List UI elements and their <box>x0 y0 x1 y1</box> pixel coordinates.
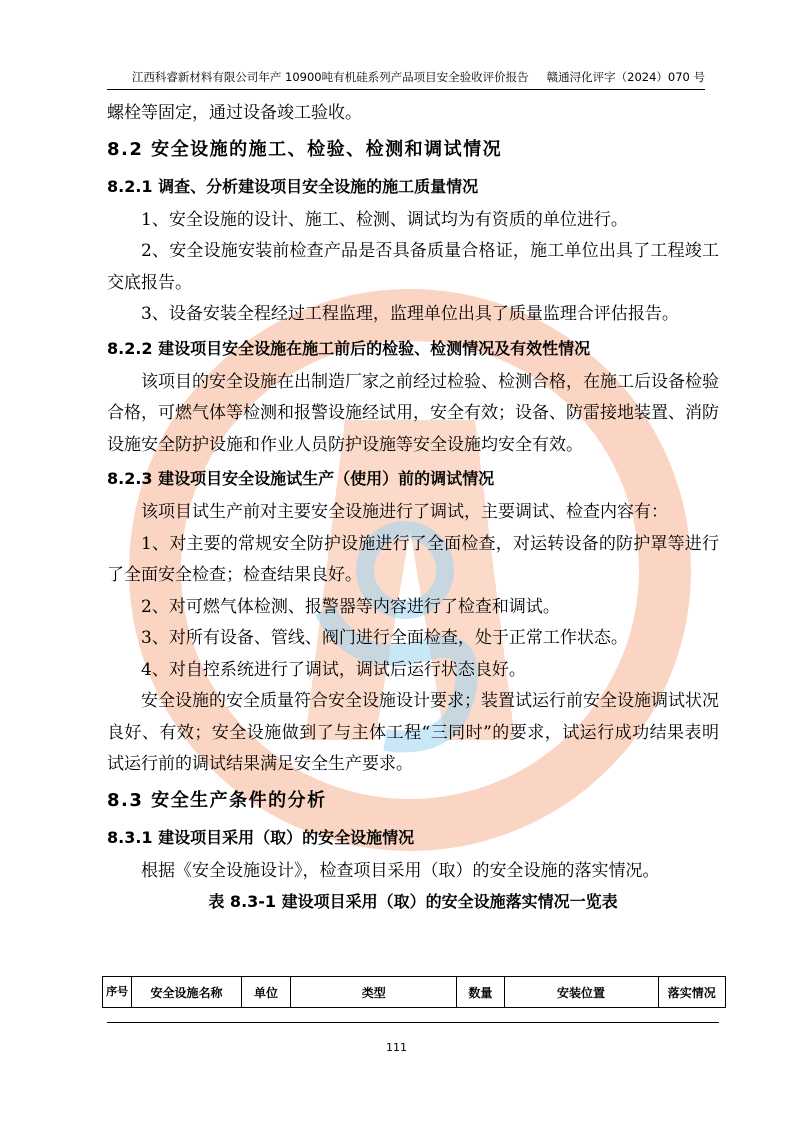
column-header-quantity: 数量 <box>457 977 504 1008</box>
paragraph: 2、对可燃气体检测、报警器等内容进行了检查和调试。 <box>141 596 560 617</box>
paragraph: 1、对主要的常规安全防护设施进行了全面检查，对运转设备的防护罩等进行了全面安全检查；检查结果良好。 <box>107 533 719 585</box>
table-header-row <box>103 977 726 1008</box>
table-caption: 表 8.3-1 建设项目采用（取）的安全设施落实情况一览表 <box>208 892 618 911</box>
document-number: 赣通浔化评字（2024）070 号 <box>546 70 705 84</box>
section-heading-8-2: 8.2 安全设施的施工、检验、检测和调试情况 <box>107 138 503 160</box>
safety-facilities-table <box>102 976 726 1008</box>
paragraph: 4、对自控系统进行了调试，调试后运行状态良好。 <box>141 659 526 680</box>
section-heading-8-3: 8.3 安全生产条件的分析 <box>107 789 327 811</box>
page-number: 111 <box>386 1041 407 1054</box>
paragraph: 3、对所有设备、管线、阀门进行全面检查，处于正常工作状态。 <box>141 628 628 648</box>
column-header-type: 类型 <box>291 977 457 1008</box>
column-header-location: 安装位置 <box>504 977 658 1008</box>
report-title: 江西科睿新材料有限公司年产 10900吨有机硅系列产品项目安全验收评价报告 <box>131 70 529 84</box>
column-header-unit: 单位 <box>241 977 290 1008</box>
paragraph: 2、安全设施安装前检查产品是否具备质量合格证，施工单位出具了工程竣工交底报告。 <box>107 241 719 293</box>
footer-separator <box>107 1022 719 1023</box>
paragraph: 1、安全设施的设计、施工、检测、调试均为有资质的单位进行。 <box>141 209 628 230</box>
paragraph: 该项目试生产前对主要安全设施进行了调试，主要调试、检查内容有： <box>141 502 668 522</box>
subsection-heading-8-2-3: 8.2.3 建设项目安全设施试生产（使用）前的调试情况 <box>107 469 495 488</box>
column-header-index: 序号 <box>103 977 132 1008</box>
subsection-heading-8-2-1: 8.2.1 调查、分析建设项目安全设施的施工质量情况 <box>107 176 479 196</box>
paragraph: 根据《安全设施设计》，检查项目采用（取）的安全设施的落实情况。 <box>141 860 660 881</box>
paragraph: 3、设备安装全程经过工程监理，监理单位出具了质量监理合评估报告。 <box>141 304 679 324</box>
paragraph: 螺栓等固定，通过设备竣工验收。 <box>107 103 362 123</box>
paragraph: 该项目的安全设施在出制造厂家之前经过检验、检测合格，在施工后设备检验合格，可燃气体等检测和报警设施经试用，安全有效；设备、防雷接地装置、消防设施安全防护设施和作业人员防护设施等安全设施均安全有效。 <box>107 371 719 455</box>
subsection-heading-8-2-2: 8.2.2 建设项目安全设施在施工前后的检验、检测情况及有效性情况 <box>107 338 591 358</box>
column-header-status: 落实情况 <box>658 977 725 1008</box>
page-content <box>107 98 719 917</box>
paragraph: 安全设施的安全质量符合安全设施设计要求；装置试运行前安全设施调试状况良好、有效；安全设施做到了与主体工程“三同时”的要求，试运行成功结果表明试运行前的调试结果满足安全生产要求。 <box>107 691 719 774</box>
subsection-heading-8-3-1: 8.3.1 建设项目采用（取）的安全设施情况 <box>107 827 415 847</box>
column-header-name: 安全设施名称 <box>132 977 242 1008</box>
page-header <box>107 69 705 90</box>
